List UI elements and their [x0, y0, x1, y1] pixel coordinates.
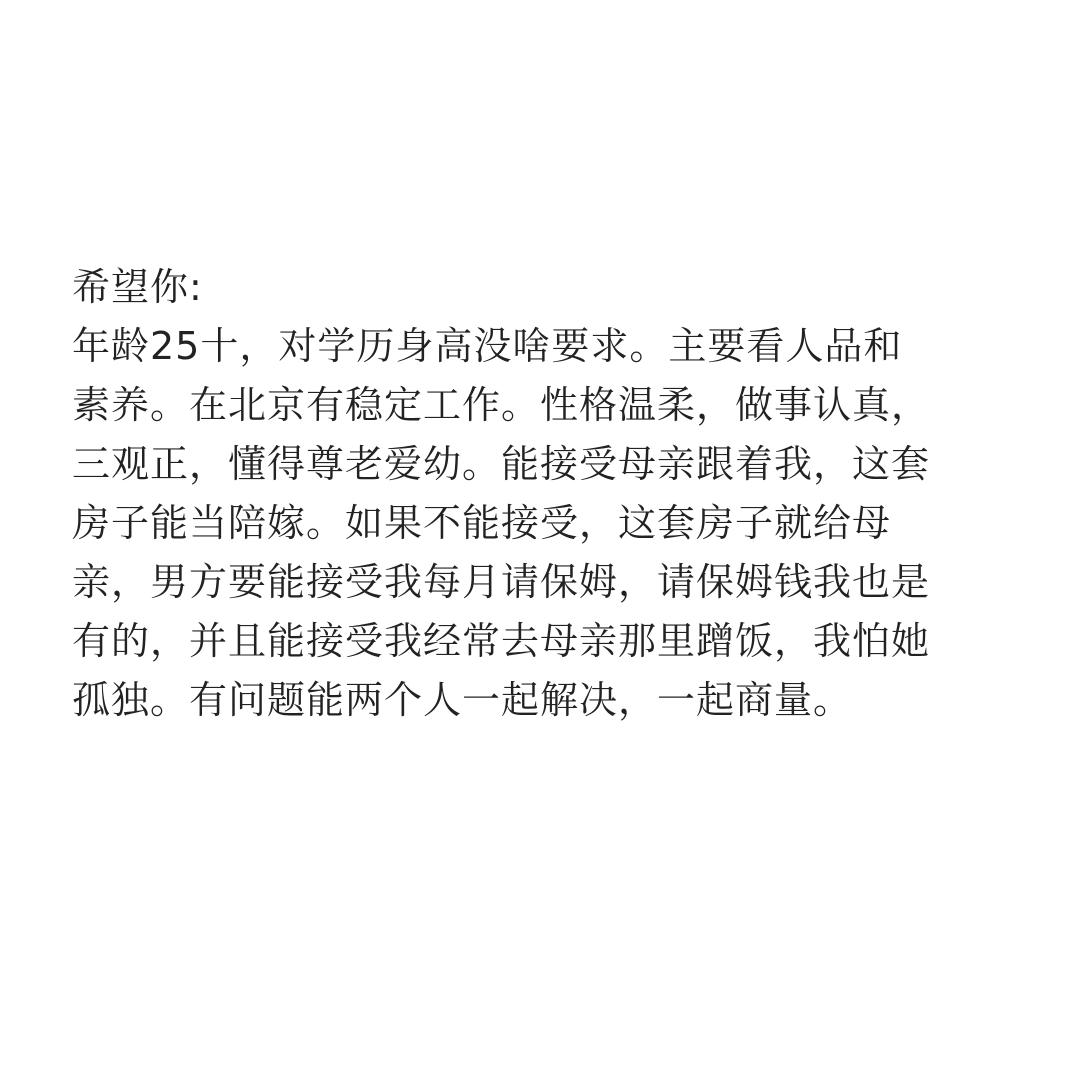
note-line: 三观正，懂得尊老爱幼。能接受母亲跟着我，这套 — [72, 442, 931, 486]
note-line: 有的，并且能接受我经常去母亲那里蹭饭，我怕她 — [72, 619, 931, 663]
note-line: 年龄25十，对学历身高没啥要求。主要看人品和 — [72, 324, 903, 368]
note-line: 素养。在北京有稳定工作。性格温柔，做事认真， — [72, 383, 931, 427]
note-heading: 希望你: — [72, 265, 203, 309]
note-line: 亲，男方要能接受我每月请保姆，请保姆钱我也是 — [72, 560, 931, 604]
note-line: 孤独。有问题能两个人一起解决，一起商量。 — [72, 678, 853, 722]
note-line: 房子能当陪嫁。如果不能接受，这套房子就给母 — [72, 501, 892, 545]
note-text-block — [72, 258, 1032, 730]
